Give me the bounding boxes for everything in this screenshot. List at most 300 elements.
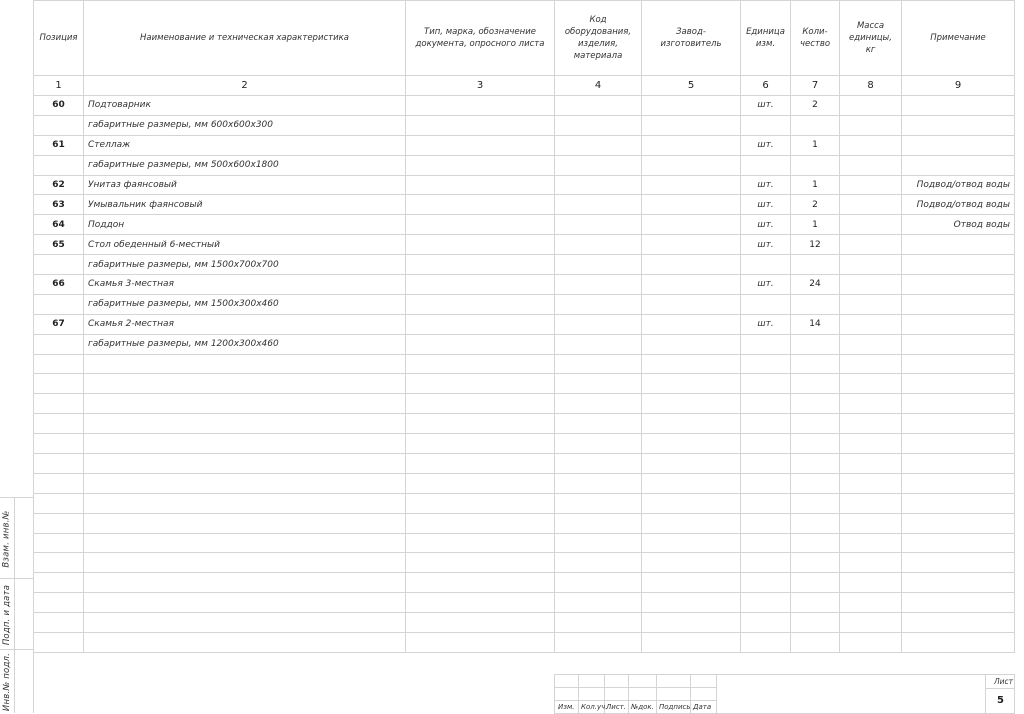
table-row	[34, 473, 1015, 493]
row-code	[555, 493, 642, 513]
row-type	[406, 96, 555, 116]
row-quantity	[791, 633, 840, 653]
row-type	[406, 275, 555, 295]
row-note	[902, 493, 1015, 513]
row-note	[902, 414, 1015, 434]
row-code	[555, 294, 642, 314]
row-name	[84, 533, 406, 553]
row-mass	[840, 314, 902, 334]
row-name	[84, 473, 406, 493]
column-number: 4	[555, 76, 642, 96]
row-manufacturer	[642, 175, 741, 195]
row-code	[555, 215, 642, 235]
header-cell: Завод-изготовитель	[642, 1, 741, 76]
row-name	[84, 553, 406, 573]
row-manufacturer	[642, 513, 741, 533]
row-type	[406, 374, 555, 394]
table-row	[34, 513, 1015, 533]
table-row	[34, 115, 1015, 135]
row-unit	[741, 593, 791, 613]
row-unit	[741, 155, 791, 175]
table-row	[34, 195, 1015, 215]
row-quantity	[791, 155, 840, 175]
row-position: 61	[34, 135, 84, 155]
row-manufacturer	[642, 573, 741, 593]
row-name: габаритные размеры, мм 1500х300х460	[84, 294, 406, 314]
sheet-number: 5	[997, 695, 1004, 706]
row-mass	[840, 414, 902, 434]
row-position: 65	[34, 235, 84, 255]
table-row	[34, 533, 1015, 553]
row-manufacturer	[642, 275, 741, 295]
row-note	[902, 394, 1015, 414]
table-row	[34, 613, 1015, 633]
row-name: Поддон	[84, 215, 406, 235]
row-manufacturer	[642, 374, 741, 394]
side-label-podp: Подп. и дата	[2, 584, 12, 645]
row-unit	[741, 434, 791, 454]
row-unit	[741, 414, 791, 434]
row-code	[555, 334, 642, 354]
row-position: 60	[34, 96, 84, 116]
row-name: Скамья 3-местная	[84, 275, 406, 295]
row-code	[555, 255, 642, 275]
row-position: 66	[34, 275, 84, 295]
title-block-label: Подпись	[659, 703, 691, 711]
row-mass	[840, 155, 902, 175]
row-code	[555, 175, 642, 195]
row-code	[555, 513, 642, 533]
row-unit: шт.	[741, 235, 791, 255]
row-position	[34, 294, 84, 314]
row-note: Подвод/отвод воды	[902, 195, 1015, 215]
row-type	[406, 115, 555, 135]
row-manufacturer	[642, 235, 741, 255]
row-unit: шт.	[741, 215, 791, 235]
row-unit	[741, 115, 791, 135]
side-cell-vzam	[0, 497, 33, 579]
row-manufacturer	[642, 434, 741, 454]
row-quantity	[791, 414, 840, 434]
row-note	[902, 633, 1015, 653]
row-mass	[840, 215, 902, 235]
row-type	[406, 414, 555, 434]
row-position: 67	[34, 314, 84, 334]
row-name: Стол обеденный 6-местный	[84, 235, 406, 255]
row-quantity	[791, 473, 840, 493]
row-quantity: 2	[791, 195, 840, 215]
row-code	[555, 275, 642, 295]
column-number: 9	[902, 76, 1015, 96]
row-note	[902, 135, 1015, 155]
row-unit	[741, 255, 791, 275]
row-manufacturer	[642, 155, 741, 175]
row-code	[555, 533, 642, 553]
row-quantity: 14	[791, 314, 840, 334]
row-note	[902, 235, 1015, 255]
row-position	[34, 454, 84, 474]
row-manufacturer	[642, 473, 741, 493]
row-type	[406, 593, 555, 613]
row-type	[406, 255, 555, 275]
row-note	[902, 513, 1015, 533]
row-position	[34, 633, 84, 653]
row-quantity	[791, 613, 840, 633]
row-code	[555, 195, 642, 215]
row-mass	[840, 573, 902, 593]
row-manufacturer	[642, 215, 741, 235]
row-note	[902, 374, 1015, 394]
row-manufacturer	[642, 354, 741, 374]
row-quantity	[791, 434, 840, 454]
table-row	[34, 553, 1015, 573]
table-row	[34, 255, 1015, 275]
header-cell: Наименование и техническая характеристика	[84, 1, 406, 76]
side-stamp	[0, 497, 34, 713]
row-position	[34, 573, 84, 593]
row-type	[406, 155, 555, 175]
column-number: 8	[840, 76, 902, 96]
row-quantity	[791, 294, 840, 314]
row-name	[84, 414, 406, 434]
row-position	[34, 513, 84, 533]
row-type	[406, 633, 555, 653]
title-block-frame	[715, 674, 986, 714]
row-manufacturer	[642, 454, 741, 474]
row-manufacturer	[642, 314, 741, 334]
side-cell-podp	[0, 578, 33, 650]
row-quantity	[791, 255, 840, 275]
row-position: 62	[34, 175, 84, 195]
row-type	[406, 553, 555, 573]
row-mass	[840, 354, 902, 374]
row-mass	[840, 613, 902, 633]
row-quantity: 1	[791, 175, 840, 195]
row-name: Стеллаж	[84, 135, 406, 155]
table-row	[34, 414, 1015, 434]
row-type	[406, 354, 555, 374]
row-position	[34, 493, 84, 513]
row-mass	[840, 275, 902, 295]
title-block-grid	[554, 674, 717, 714]
header-cell: Позиция	[34, 1, 84, 76]
row-manufacturer	[642, 334, 741, 354]
title-block-line	[656, 675, 657, 713]
row-position	[34, 255, 84, 275]
row-position	[34, 613, 84, 633]
row-code	[555, 573, 642, 593]
table-row	[34, 155, 1015, 175]
row-quantity	[791, 334, 840, 354]
row-position: 63	[34, 195, 84, 215]
title-block-label: Дата	[693, 703, 712, 711]
row-quantity	[791, 533, 840, 553]
row-position: 64	[34, 215, 84, 235]
row-position	[34, 533, 84, 553]
row-unit	[741, 633, 791, 653]
side-label-inv: Инв.№ подл.	[2, 652, 13, 711]
row-mass	[840, 96, 902, 116]
row-quantity	[791, 394, 840, 414]
row-name	[84, 394, 406, 414]
row-code	[555, 155, 642, 175]
row-position	[34, 394, 84, 414]
header-cell: Тип, марка, обозначение документа, опросного листа	[406, 1, 555, 76]
row-code	[555, 553, 642, 573]
column-number: 1	[34, 76, 84, 96]
row-name: габаритные размеры, мм 500х600х1800	[84, 155, 406, 175]
row-name	[84, 493, 406, 513]
row-note	[902, 334, 1015, 354]
row-code	[555, 135, 642, 155]
title-block-line	[578, 675, 579, 713]
table-row	[34, 434, 1015, 454]
row-type	[406, 533, 555, 553]
row-manufacturer	[642, 394, 741, 414]
row-mass	[840, 533, 902, 553]
row-type	[406, 473, 555, 493]
row-manufacturer	[642, 493, 741, 513]
row-note	[902, 473, 1015, 493]
row-type	[406, 434, 555, 454]
row-quantity	[791, 493, 840, 513]
row-unit	[741, 394, 791, 414]
row-code	[555, 314, 642, 334]
row-note	[902, 96, 1015, 116]
table-row	[34, 135, 1015, 155]
column-number-row	[34, 76, 1015, 96]
row-name: Скамья 2-местная	[84, 314, 406, 334]
row-mass	[840, 235, 902, 255]
row-name	[84, 613, 406, 633]
title-block-line	[628, 675, 629, 713]
row-unit	[741, 294, 791, 314]
row-position	[34, 354, 84, 374]
sheet-label: Лист	[994, 677, 1014, 686]
column-number: 7	[791, 76, 840, 96]
row-unit: шт.	[741, 96, 791, 116]
table-row	[34, 374, 1015, 394]
row-type	[406, 513, 555, 533]
row-position	[34, 414, 84, 434]
row-note	[902, 255, 1015, 275]
row-unit: шт.	[741, 175, 791, 195]
row-unit	[741, 334, 791, 354]
table-row	[34, 493, 1015, 513]
title-block-line	[555, 687, 716, 688]
row-unit: шт.	[741, 135, 791, 155]
title-block-label: Кол.уч.	[581, 703, 608, 711]
row-type	[406, 215, 555, 235]
row-manufacturer	[642, 633, 741, 653]
row-quantity	[791, 115, 840, 135]
column-number: 2	[84, 76, 406, 96]
row-manufacturer	[642, 294, 741, 314]
row-code	[555, 394, 642, 414]
row-name	[84, 354, 406, 374]
row-unit	[741, 533, 791, 553]
row-note: Подвод/отвод воды	[902, 175, 1015, 195]
row-mass	[840, 553, 902, 573]
row-quantity	[791, 454, 840, 474]
row-name	[84, 573, 406, 593]
row-name: габаритные размеры, мм 1200х300х460	[84, 334, 406, 354]
row-unit	[741, 513, 791, 533]
row-mass	[840, 334, 902, 354]
row-unit	[741, 454, 791, 474]
row-unit	[741, 573, 791, 593]
row-note	[902, 613, 1015, 633]
row-code	[555, 115, 642, 135]
row-type	[406, 294, 555, 314]
table-row	[34, 96, 1015, 116]
row-mass	[840, 394, 902, 414]
table-row	[34, 314, 1015, 334]
row-unit: шт.	[741, 275, 791, 295]
row-note	[902, 294, 1015, 314]
row-position	[34, 593, 84, 613]
table-row	[34, 334, 1015, 354]
row-name: габаритные размеры, мм 600х600х300	[84, 115, 406, 135]
side-cell-inv	[0, 649, 33, 713]
table-row	[34, 354, 1015, 374]
table-row	[34, 235, 1015, 255]
row-mass	[840, 115, 902, 135]
row-name: Умывальник фаянсовый	[84, 195, 406, 215]
row-quantity	[791, 513, 840, 533]
row-unit	[741, 473, 791, 493]
row-quantity	[791, 553, 840, 573]
header-cell: Коли-чество	[791, 1, 840, 76]
row-note	[902, 593, 1015, 613]
header-cell: Масса единицы, кг	[840, 1, 902, 76]
table-row	[34, 633, 1015, 653]
row-type	[406, 394, 555, 414]
title-block-label: Изм.	[558, 703, 575, 711]
row-type	[406, 195, 555, 215]
row-unit	[741, 374, 791, 394]
row-mass	[840, 493, 902, 513]
row-manufacturer	[642, 553, 741, 573]
row-code	[555, 454, 642, 474]
row-name: Унитаз фаянсовый	[84, 175, 406, 195]
row-unit: шт.	[741, 195, 791, 215]
row-quantity: 2	[791, 96, 840, 116]
row-code	[555, 374, 642, 394]
row-name: габаритные размеры, мм 1500х700х700	[84, 255, 406, 275]
row-code	[555, 434, 642, 454]
header-cell: Код оборудования, изделия, материала	[555, 1, 642, 76]
table-row	[34, 394, 1015, 414]
row-mass	[840, 294, 902, 314]
table-header-row	[34, 1, 1015, 76]
table-row	[34, 215, 1015, 235]
row-type	[406, 175, 555, 195]
table-row	[34, 294, 1015, 314]
row-manufacturer	[642, 613, 741, 633]
column-number: 5	[642, 76, 741, 96]
row-note	[902, 354, 1015, 374]
row-position	[34, 374, 84, 394]
row-manufacturer	[642, 135, 741, 155]
row-unit	[741, 553, 791, 573]
row-note	[902, 454, 1015, 474]
row-code	[555, 235, 642, 255]
row-note: Отвод воды	[902, 215, 1015, 235]
row-note	[902, 155, 1015, 175]
row-manufacturer	[642, 593, 741, 613]
row-mass	[840, 255, 902, 275]
row-type	[406, 334, 555, 354]
row-quantity	[791, 354, 840, 374]
row-type	[406, 493, 555, 513]
row-note	[902, 573, 1015, 593]
row-mass	[840, 513, 902, 533]
row-unit: шт.	[741, 314, 791, 334]
row-type	[406, 314, 555, 334]
column-number: 3	[406, 76, 555, 96]
header-cell: Единица изм.	[741, 1, 791, 76]
row-position	[34, 434, 84, 454]
row-code	[555, 96, 642, 116]
row-name: Подтоварник	[84, 96, 406, 116]
row-note	[902, 115, 1015, 135]
row-quantity	[791, 374, 840, 394]
row-type	[406, 135, 555, 155]
row-name	[84, 593, 406, 613]
row-type	[406, 613, 555, 633]
row-manufacturer	[642, 255, 741, 275]
table-row	[34, 175, 1015, 195]
row-name	[84, 434, 406, 454]
row-name	[84, 513, 406, 533]
table-row	[34, 573, 1015, 593]
row-code	[555, 414, 642, 434]
row-type	[406, 235, 555, 255]
row-note	[902, 553, 1015, 573]
row-code	[555, 473, 642, 493]
table-row	[34, 593, 1015, 613]
row-type	[406, 454, 555, 474]
row-quantity: 24	[791, 275, 840, 295]
row-unit	[741, 354, 791, 374]
row-manufacturer	[642, 533, 741, 553]
title-block-label: №док.	[631, 703, 654, 711]
header-cell: Примечание	[902, 1, 1015, 76]
row-quantity: 12	[791, 235, 840, 255]
row-code	[555, 613, 642, 633]
table-row	[34, 275, 1015, 295]
sheet-number-box	[985, 674, 1015, 714]
row-position	[34, 553, 84, 573]
row-mass	[840, 135, 902, 155]
row-type	[406, 573, 555, 593]
row-mass	[840, 454, 902, 474]
title-block-line	[555, 700, 716, 701]
row-manufacturer	[642, 195, 741, 215]
row-quantity: 1	[791, 135, 840, 155]
row-mass	[840, 175, 902, 195]
row-note	[902, 434, 1015, 454]
specification-table	[33, 0, 1015, 653]
row-quantity	[791, 573, 840, 593]
row-name	[84, 374, 406, 394]
row-code	[555, 593, 642, 613]
row-position	[34, 334, 84, 354]
row-note	[902, 314, 1015, 334]
row-mass	[840, 195, 902, 215]
row-code	[555, 354, 642, 374]
